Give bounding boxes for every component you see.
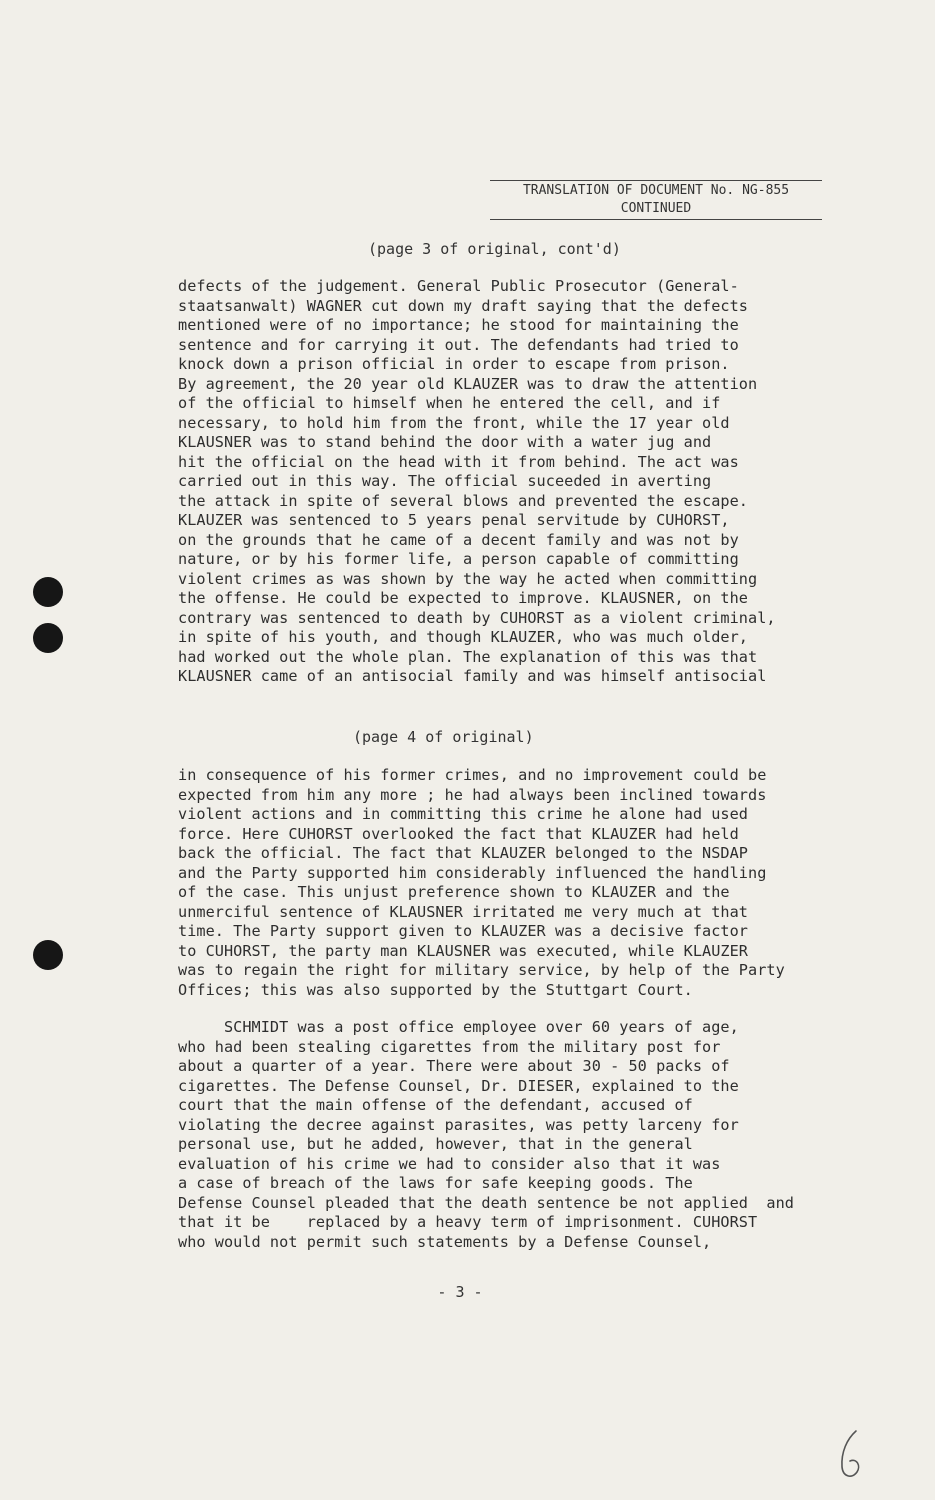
text-line: KLAUZER was sentenced to 5 years penal servitude by CUHORST, <box>178 511 730 529</box>
text-line: mentioned were of no importance; he stood for maintaining the <box>178 316 739 334</box>
text-line: about a quarter of a year. There were about 30 - 50 packs of <box>178 1057 730 1075</box>
text-line: KLAUSNER was to stand behind the door with a water jug and <box>178 433 712 451</box>
text-line: hit the official on the head with it from behind. The act was <box>178 452 739 471</box>
text-line: time. The Party support given to KLAUZER was a decisive factor <box>178 922 749 940</box>
text-line: court that the main offense of the defendant, accused of <box>178 1096 693 1114</box>
text-line: and the Party supported him considerably influenced the handling <box>178 863 767 882</box>
text-line: that it be replaced by a heavy term of imprisonment. CUHORST <box>178 1213 758 1231</box>
text-line: to CUHORST, the party man KLAUSNER was executed, while KLAUZER <box>178 941 749 960</box>
text-line: who would not permit such statements by a Defense Counsel, <box>178 1232 712 1251</box>
text-line: force. Here CUHORST overlooked the fact that KLAUZER had held <box>178 824 739 843</box>
text-line: staatsanwalt) WAGNER cut down my draft saying that the defects <box>178 296 749 315</box>
text-line: KLAUSNER came of an antisocial family and was himself antisocial <box>178 667 767 685</box>
text-line: who had been stealing cigarettes from the military post for <box>178 1037 721 1056</box>
text-line: personal use, but he added, however, that in the general <box>178 1135 693 1153</box>
text-line: of the case. This unjust preference shown to KLAUZER and the <box>178 883 730 901</box>
text-line: By agreement, the 20 year old KLAUZER was to draw the attention <box>178 374 758 393</box>
paragraph-block-2 <box>178 766 838 1000</box>
text-line: violating the decree against parasites, was petty larceny for <box>178 1115 739 1134</box>
punch-hole <box>33 940 63 970</box>
header-bottom-rule <box>490 219 822 220</box>
paragraph-block-1 <box>178 277 838 687</box>
text-line: defects of the judgement. General Public Prosecutor (General- <box>178 277 739 295</box>
text-line: knock down a prison official in order to escape from prison. <box>178 355 730 373</box>
punch-hole <box>33 623 63 653</box>
text-line: Offices; this was also supported by the Stuttgart Court. <box>178 980 693 999</box>
text-line: the offense. He could be expected to improve. KLAUSNER, on the <box>178 589 749 607</box>
text-line: was to regain the right for military service, by help of the Party <box>178 961 785 979</box>
handwritten-folio-mark <box>830 1425 880 1485</box>
page-note-original-3: (page 3 of original, cont'd) <box>368 240 621 258</box>
text-line: Defense Counsel pleaded that the death sentence be not applied and <box>178 1193 794 1212</box>
paragraph-block-3 <box>178 1018 838 1252</box>
text-line: expected from him any more ; he had always been inclined towards <box>178 785 767 804</box>
text-line: evaluation of his crime we had to consider also that it was <box>178 1154 721 1173</box>
text-line: nature, or by his former life, a person capable of committing <box>178 550 739 568</box>
text-line: a case of breach of the laws for safe keeping goods. The <box>178 1174 693 1192</box>
text-line: SCHMIDT was a post office employee over 60 years of age, <box>178 1018 739 1036</box>
text-line: violent actions and in committing this crime he alone had used <box>178 805 749 823</box>
document-subtitle: CONTINUED <box>620 201 692 216</box>
document-header <box>490 180 822 220</box>
document-title: TRANSLATION OF DOCUMENT No. NG-855 <box>522 183 790 198</box>
text-line: on the grounds that he came of a decent family and was not by <box>178 530 739 549</box>
text-line: necessary, to hold him from the front, while the 17 year old <box>178 413 730 432</box>
page-note-original-4: (page 4 of original) <box>353 728 534 746</box>
text-line: in consequence of his former crimes, and no improvement could be <box>178 766 767 784</box>
text-line: unmerciful sentence of KLAUSNER irritated me very much at that <box>178 902 749 921</box>
text-line: back the official. The fact that KLAUZER belonged to the NSDAP <box>178 844 749 862</box>
text-line: sentence and for carrying it out. The defendants had tried to <box>178 335 739 354</box>
text-line: violent crimes as was shown by the way he acted when committing <box>178 569 758 588</box>
text-line: carried out in this way. The official suceeded in averting <box>178 472 712 490</box>
punch-hole <box>33 577 63 607</box>
text-line: cigarettes. The Defense Counsel, Dr. DIESER, explained to the <box>178 1076 739 1095</box>
text-line: the attack in spite of several blows and prevented the escape. <box>178 491 749 510</box>
text-line: contrary was sentenced to death by CUHORST as a violent criminal, <box>178 608 776 627</box>
text-line: of the official to himself when he entered the cell, and if <box>178 394 721 412</box>
text-line: had worked out the whole plan. The explanation of this was that <box>178 647 758 666</box>
text-line: in spite of his youth, and though KLAUZER, who was much older, <box>178 628 749 646</box>
page-number: - 3 - <box>437 1283 483 1301</box>
header-top-rule <box>490 180 822 181</box>
